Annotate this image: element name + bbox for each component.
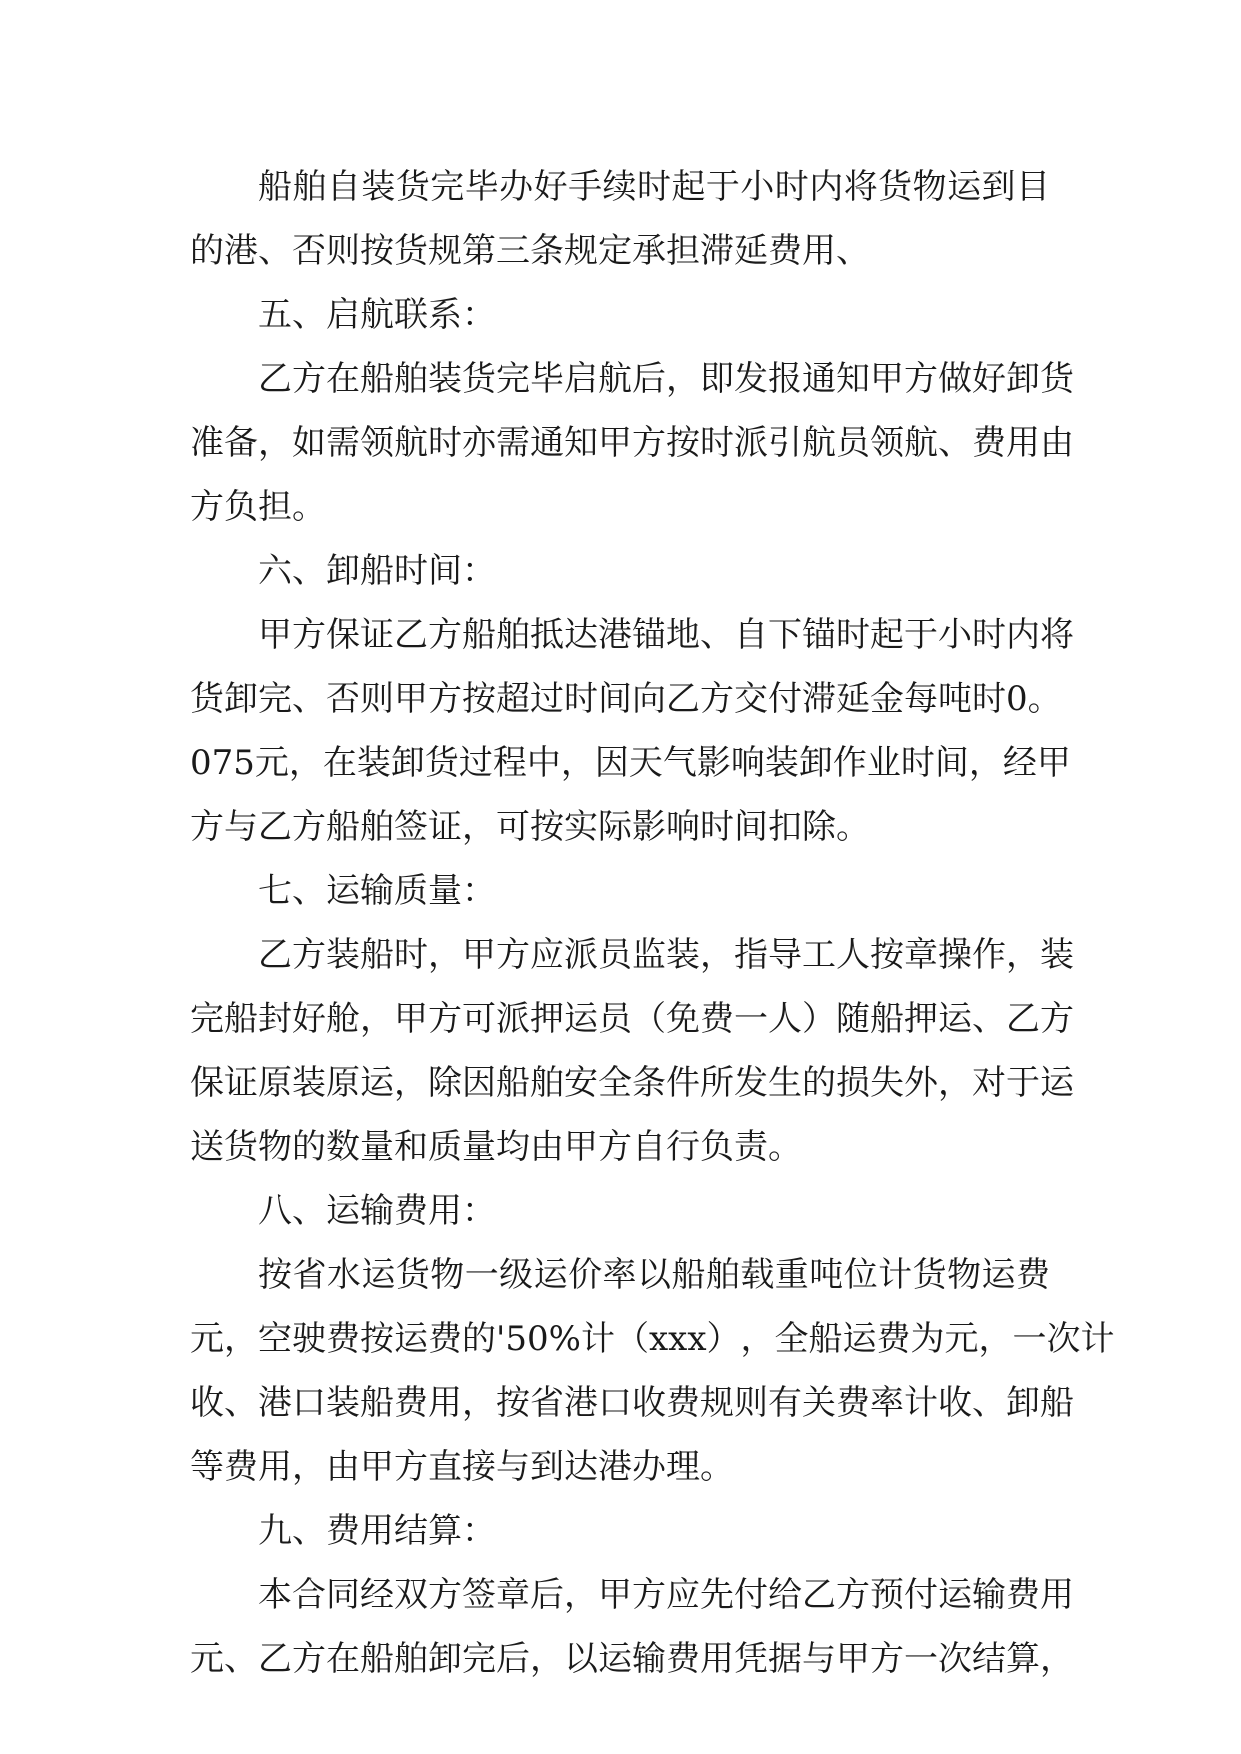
document-body	[190, 155, 1115, 1691]
paragraph-line: 本 合 同 经 双 方 签 章 后 ， 甲 方 应 先 付 给 乙 方 预 付 运 输 费 用	[258, 1575, 1074, 1615]
paragraph-line: 乙 方 在 船 舶 装 货 完 毕 启 航 后 ， 即 发 报 通 知 甲 方 做 好 卸 货	[258, 359, 1074, 399]
paragraph-line: 准 备 ， 如 需 领 航 时 亦 需 通 知 甲 方 按 时 派 引 航 员 领 航 、 费 用 由	[190, 423, 1074, 463]
paragraph-line: 0 7 5 元 ， 在 装 卸 货 过 程 中 ， 因 天 气 影 响 装 卸 作 业 时 间 ， 经 甲	[190, 743, 1071, 783]
section-heading: 六、卸船时间：	[258, 551, 496, 591]
paragraph-line: 完 船 封 好 舱 ， 甲 方 可 派 押 运 员 （ 免 费 一 人 ） 随 船 押 运 、 乙 方	[190, 999, 1074, 1039]
paragraph-line: 方负担。	[190, 487, 326, 527]
section-heading: 五、启航联系：	[258, 295, 496, 335]
paragraph-line: 元 、 乙 方 在 船 舶 卸 完 后 ， 以 运 输 费 用 凭 据 与 甲 方 一 次 结 算 ，	[190, 1639, 1074, 1679]
paragraph-line: 等费用，由甲方直接与到达港办理。	[190, 1447, 734, 1487]
paragraph-line: 收 、 港 口 装 船 费 用 ， 按 省 港 口 收 费 规 则 有 关 费 率 计 收 、 卸 船	[190, 1383, 1074, 1423]
paragraph-line: 元 ， 空 驶 费 按 运 费 的 ' 5 0 % 计 （ x x x ） ， 全 船 运 费 为 元 ， 一 次 计	[190, 1319, 1115, 1359]
paragraph-line: 保 证 原 装 原 运 ， 除 因 船 舶 安 全 条 件 所 发 生 的 损 失 外 ， 对 于 运	[190, 1063, 1074, 1103]
paragraph-line: 货 卸 完 、 否 则 甲 方 按 超 过 时 间 向 乙 方 交 付 滞 延 金 每 吨 时 0 。	[190, 679, 1062, 719]
section-heading: 八、运输费用：	[258, 1191, 496, 1231]
section-heading: 七、运输质量：	[258, 871, 496, 911]
paragraph-line: 船 舶 自 装 货 完 毕 办 好 手 续 时 起 于 小 时 内 将 货 物 运 到 目	[258, 167, 1050, 207]
paragraph-line: 乙 方 装 船 时 ， 甲 方 应 派 员 监 装 ， 指 导 工 人 按 章 操 作 ， 装	[258, 935, 1074, 975]
paragraph-line: 甲 方 保 证 乙 方 船 舶 抵 达 港 锚 地 、 自 下 锚 时 起 于 小 时 内 将	[258, 615, 1074, 655]
section-heading: 九、费用结算：	[258, 1511, 496, 1551]
paragraph-line: 按 省 水 运 货 物 一 级 运 价 率 以 船 舶 载 重 吨 位 计 货 物 运 费	[258, 1255, 1050, 1295]
paragraph-line: 送货物的数量和质量均由甲方自行负责。	[190, 1127, 802, 1167]
paragraph-line: 方与乙方船舶签证，可按实际影响时间扣除。	[190, 807, 870, 847]
paragraph-line: 的港、否则按货规第三条规定承担滞延费用、	[190, 231, 870, 271]
